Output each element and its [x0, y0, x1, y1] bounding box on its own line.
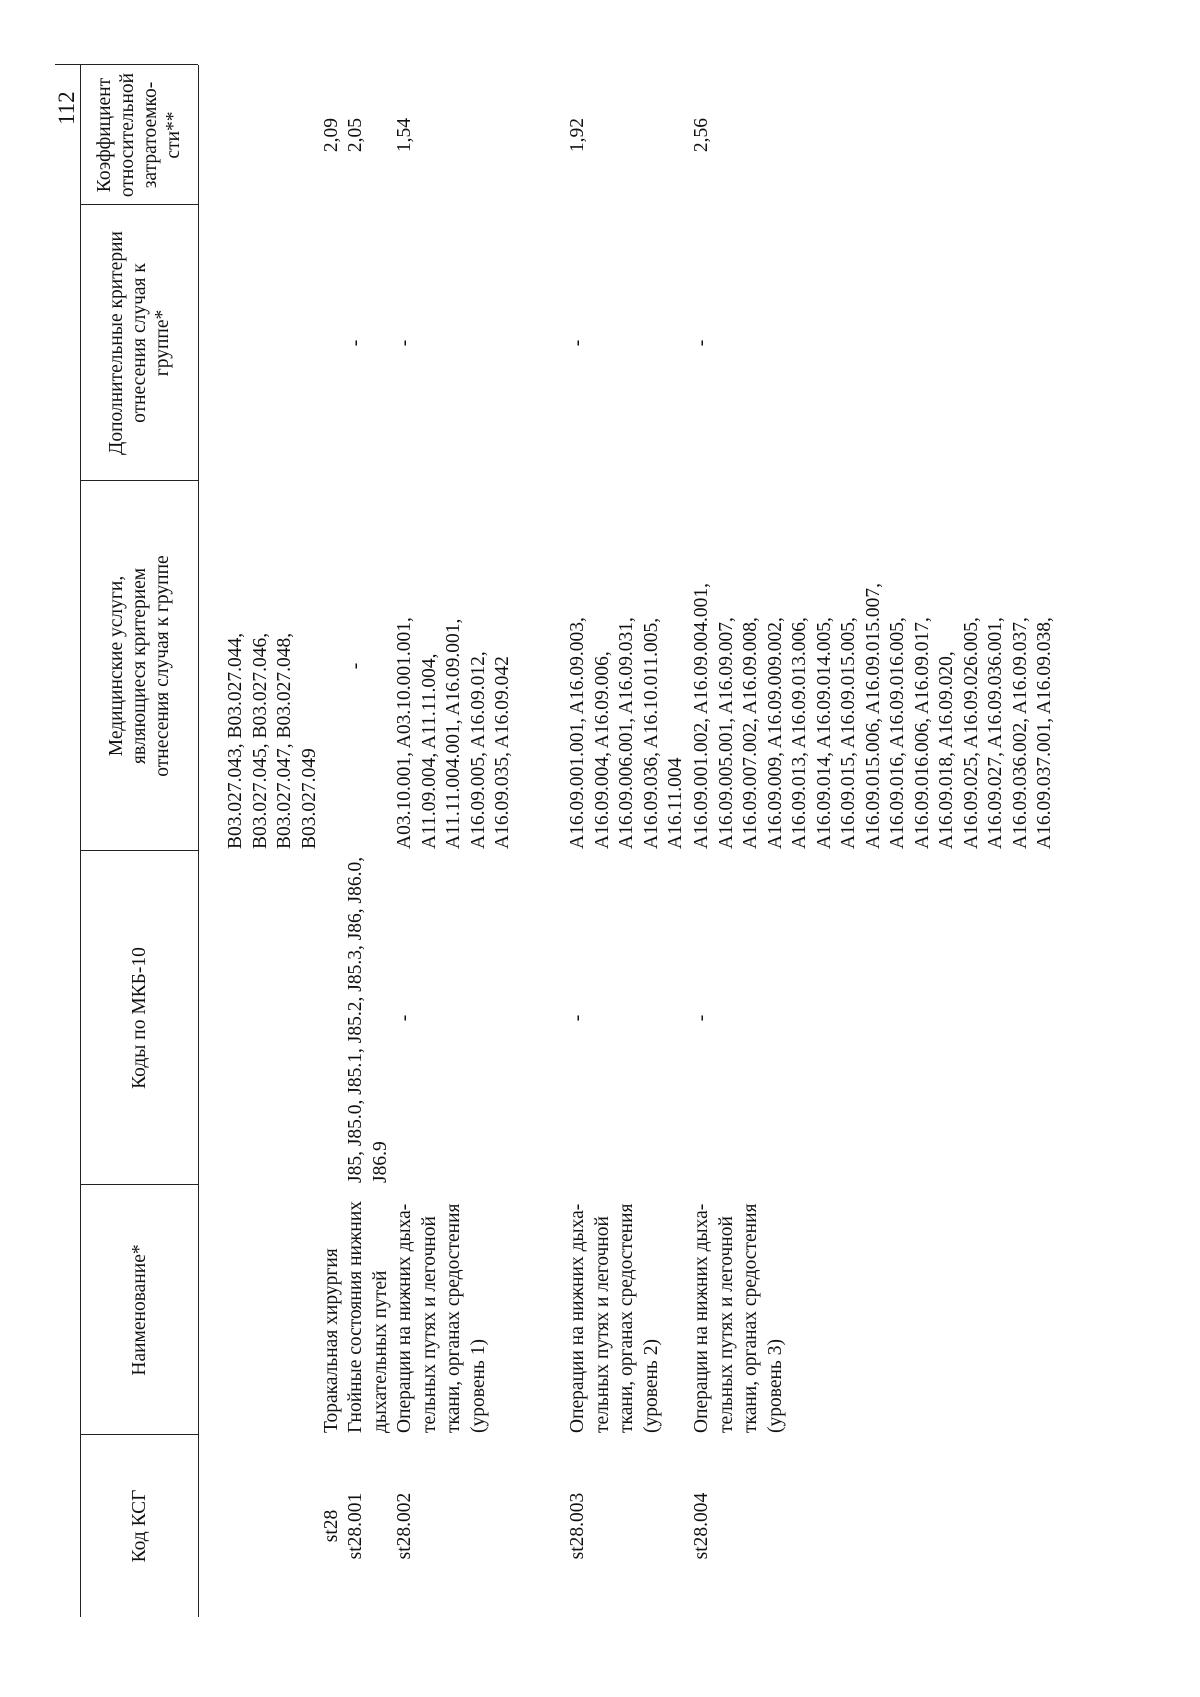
row-services: -	[345, 662, 366, 670]
row-coef-extra: 2,05	[345, 117, 366, 153]
header-name: Наименование*	[128, 1244, 150, 1376]
header-coef: Коэффициент относительной затратоемко- сти**	[94, 72, 184, 198]
row-name: Операции на нижних дыха- тельных путях и легочной ткани, органах средостения (уровень 3)	[691, 1203, 786, 1433]
row-coef: 1,92	[567, 117, 588, 153]
row-name: Гнойные состояния нижних дыхательных путей	[345, 1200, 391, 1433]
row-criteria: -	[345, 339, 366, 347]
row-mkb: -	[394, 1014, 415, 1022]
services-continuation: B03.027.043, B03.027.044, B03.027.045, B03.027.046, B03.027.047, B03.027.048, B03.027.049	[225, 632, 320, 849]
row-mkb: -	[691, 1014, 712, 1022]
row-mkb: J85, J85.0, J85.1, J85.2, J85.3, J86, J86.0, J86.9	[345, 856, 391, 1183]
row-name: Торакальная хирургия	[321, 1248, 342, 1433]
row-name: Операции на нижних дыха- тельных путях и легочной ткани, органах средостения (уровень 1)	[394, 1203, 489, 1433]
page-number: 112	[54, 91, 79, 125]
row-name: Операции на нижних дыха- тельных путях и легочной ткани, органах средостения (уровень 2)	[567, 1203, 662, 1433]
row-services: A03.10.001, A03.10.001.001, A11.09.004, A11.11.004, A11.11.004.001, A16.09.001, A16.09.005, A16.09.012, A16.09.035, A16.09.042	[394, 617, 513, 849]
header-services: Медицинские услуги, являющиеся критерием отнесения случая к группе	[105, 555, 173, 777]
row-code: st28.002	[394, 1492, 415, 1560]
row-code: st28.004	[691, 1492, 712, 1560]
header-criteria: Дополнительные критерии отнесения случая к группе*	[105, 231, 173, 455]
row-mkb: -	[567, 1014, 588, 1022]
row-criteria: -	[567, 339, 588, 347]
row-code: st28	[321, 1509, 342, 1543]
row-criteria: -	[691, 339, 712, 347]
row-criteria: -	[394, 339, 415, 347]
row-code: st28.001	[345, 1492, 366, 1560]
table-header-rule	[198, 65, 199, 1617]
row-code: st28.003	[567, 1492, 588, 1560]
header-code: Код КСГ	[128, 1489, 150, 1563]
row-coef: 2,56	[691, 117, 712, 153]
row-coef: 2,09	[321, 117, 342, 153]
row-services: A16.09.001.001, A16.09.003, A16.09.004, A16.09.006, A16.09.006.001, A16.09.031, A16.09.036, A16.10.011.005, A16.11.004	[567, 617, 686, 849]
header-mkb: Коды по МКБ-10	[128, 947, 150, 1089]
row-services: A16.09.001.002, A16.09.004.001, A16.09.005.001, A16.09.007, A16.09.007.002, A16.09.008, A16.09.009, A16.09.009.002, A16.09.013, A16.09.013.006, A16.09.014, A16.09.014.005, A16.09.015, A16.09.015.005, A16.09.015.006, A16.09.015.007, A16.09.016, A16.09.016.005, A16.09.016.006, A16.09.017, A16.09.018, A16.09.020, A16.09.025, A16.09.026.005, A16.09.027, A16.09.036.001, A16.09.036.002, A16.09.037, A16.09.037.001, A16.09.038,	[691, 583, 1055, 849]
row-coef: 1,54	[394, 117, 415, 153]
